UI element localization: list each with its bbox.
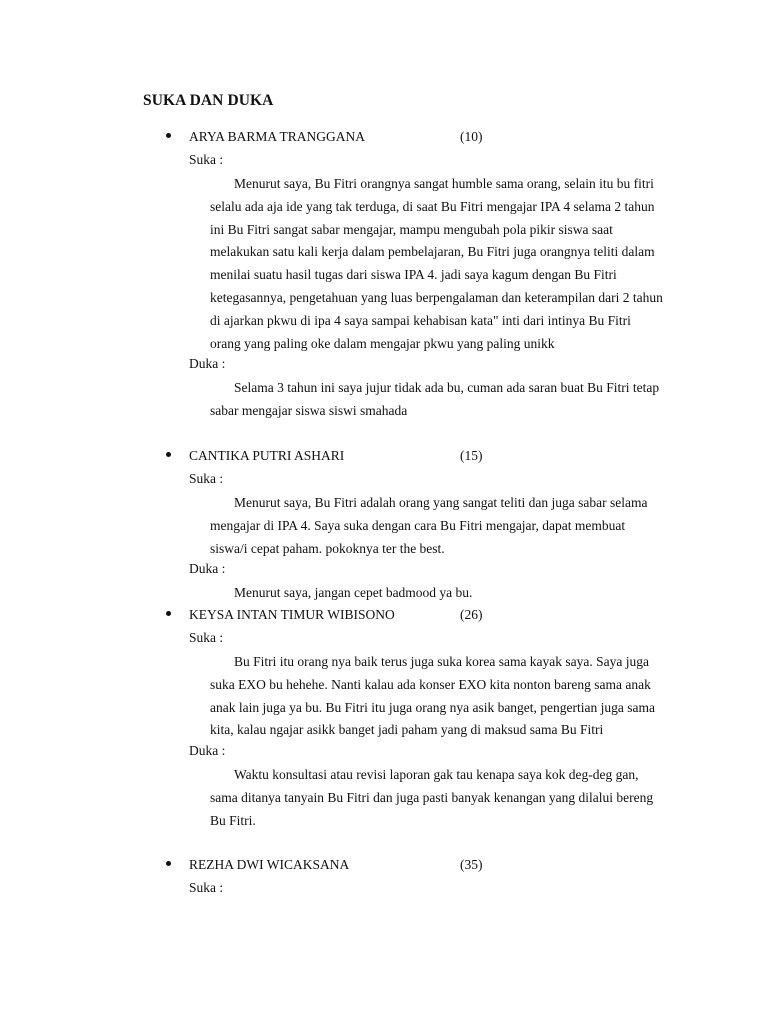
student-name: REZHA DWI WICAKSANA [189, 857, 350, 872]
duka-label: Duka : [189, 356, 226, 372]
student-name: KEYSA INTAN TIMUR WIBISONO [189, 607, 395, 622]
entry-cantika [0, 448, 768, 605]
suka-label: Suka : [189, 152, 224, 167]
student-name: CANTIKA PUTRI ASHARI [189, 448, 345, 463]
entry-keysa [0, 607, 768, 833]
entry-header [0, 857, 768, 879]
duka-label: Duka : [189, 743, 226, 759]
suka-text: Menurut saya, Bu Fitri orangnya sangat humble sama orang, selain itu bu fitri selalu ada aja ide yang tak terduga, di saat Bu Fitri mengajar IPA 4 selama 2 tahun ini Bu Fitri sangat sabar mengajar, mampu mengubah pola pikir siswa saat melakukan satu kali kerja dalam pembelajaran, Bu Fitri juga orangnya teliti dalam menilai suatu hasil tugas dari siswa IPA 4. jadi saya kagum dengan Bu Fitri ketegasannya, pengetahuan yang luas berpengalaman dan keterampilan dari 2 tahun di ajarkan pkwu di ipa 4 saya sampai kehabisan kata" inti dari intinya Bu Fitri orang yang paling oke dalam mengajar pkwu yang paling unikk [210, 176, 663, 351]
student-number: (26) [460, 607, 483, 622]
duka-text: Selama 3 tahun ini saya jujur tidak ada bu, cuman ada saran buat Bu Fitri tetap sabar mengajar siswa siswi smahada [210, 380, 660, 419]
entry-header [0, 448, 768, 470]
bullet-icon [166, 133, 171, 138]
entry-header [0, 607, 768, 629]
bullet-icon [166, 611, 171, 616]
student-number: (15) [460, 448, 483, 463]
bullet-icon [166, 452, 171, 457]
entry-rezha [0, 857, 768, 902]
student-number: (10) [460, 129, 483, 144]
duka-text: Menurut saya, jangan cepet badmood ya bu. [234, 585, 473, 601]
page-title: SUKA DAN DUKA [143, 92, 274, 109]
student-name: ARYA BARMA TRANGGANA [189, 129, 366, 144]
duka-label: Duka : [189, 561, 226, 577]
suka-text: Bu Fitri itu orang nya baik terus juga suka korea sama kayak saya. Saya juga suka EXO bu hehehe. Nanti kalau ada konser EXO kita nonton bareng sama anak anak lain juga ya bu. Bu Fitri itu juga orang nya asik banget, pengertian juga sama kita, kalau ngajar asikk banget jadi paham yang di maksud sama Bu Fitri [210, 654, 656, 738]
entry-header [0, 129, 768, 151]
duka-text: Waktu konsultasi atau revisi laporan gak tau kenapa saya kok deg-deg gan, sama ditanya tanyain Bu Fitri dan juga pasti banyak kenangan yang dilalui bereng Bu Fitri. [210, 767, 654, 828]
entry-arya [0, 129, 768, 423]
student-number: (35) [460, 857, 483, 872]
suka-label: Suka : [189, 880, 224, 895]
suka-text: Menurut saya, Bu Fitri adalah orang yang sangat teliti dan juga sabar selama mengajar di IPA 4. Saya suka dengan cara Bu Fitri mengajar, dapat membuat siswa/i cepat paham. pokoknya ter the best. [210, 495, 648, 556]
bullet-icon [166, 861, 171, 866]
suka-label: Suka : [189, 630, 224, 645]
suka-label: Suka : [189, 471, 224, 486]
